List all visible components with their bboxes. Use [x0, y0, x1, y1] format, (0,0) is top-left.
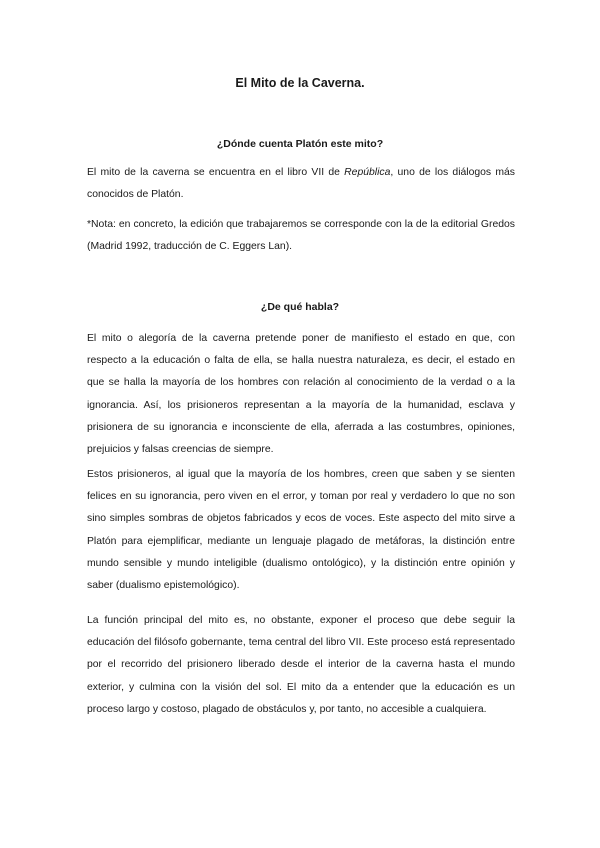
section-heading-donde: ¿Dónde cuenta Platón este mito?: [216, 138, 384, 150]
paragraph-3: La función principal del mito es, no obstante, exponer el proceso que debe seguir la educación del filósofo gobernante, tema central del libro VII. Este proceso está representado por el recorrido del prisionero liberado desde el interior de la caverna hasta el mundo exterior, y culmina con la visión del sol. El mito da a entender que la educación es un proceso largo y costoso, plagado de obstáculos y, por tanto, no accesible a cualquiera.: [87, 615, 515, 715]
section-heading-habla: ¿De qué habla?: [260, 301, 340, 313]
book-title: República: [344, 167, 391, 178]
paragraph-intro-start: El mito de la caverna se encuentra en el libro VII de: [87, 167, 345, 178]
paragraph-intro-end: , uno de los diálogos más conocidos de Platón.: [87, 167, 515, 201]
paragraph-intro: [87, 162, 515, 206]
document-title: El Mito de la Caverna.: [235, 76, 365, 90]
paragraph-2: Estos prisioneros, al igual que la mayoría de los hombres, creen que saben y se sienten felices en su ignorancia, pero viven en el error, y toman por real y verdadero lo que no son sino simples sombras de objetos fabricados y ecos de voces. Este aspecto del mito sirve a Platón para ejemplificar, mediante un lenguaje plagado de metáforas, la distinción entre mundo sensible y mundo inteligible (dualismo ontológico), y la distinción entre opinión y saber (dualismo epistemológico).: [87, 469, 515, 592]
paragraph-1: El mito o alegoría de la caverna pretende poner de manifiesto el estado en que, con respecto a la educación o falta de ella, se halla nuestra naturaleza, es decir, el estado en que se halla la mayoría de los hombres con relación al conocimiento de la verdad o a la ignorancia. Así, los prisioneros representan a la mayoría de la humanidad, esclava y prisionera de su ignorancia e inconsciente de ella, aferrada a las costumbres, opiniones, prejuicios y falsas creencias de siempre.: [87, 333, 515, 456]
paragraph-note: *Nota: en concreto, la edición que trabajaremos se corresponde con la de la editorial Gredos (Madrid 1992, traducción de C. Eggers Lan).: [87, 219, 515, 253]
